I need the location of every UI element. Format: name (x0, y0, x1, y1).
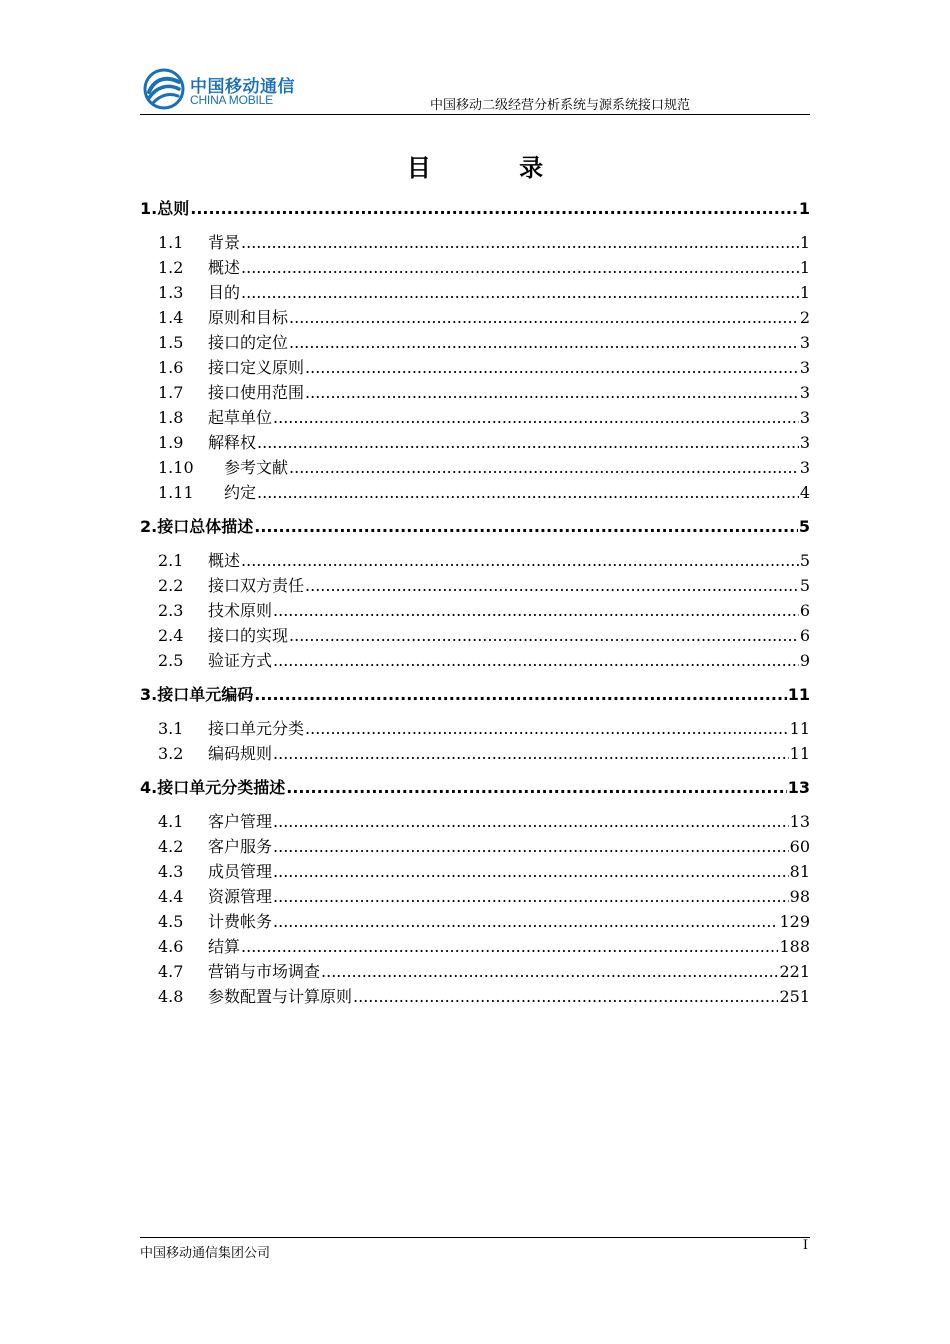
toc-leader-dots (273, 741, 789, 766)
toc-page-number: 3 (799, 458, 810, 477)
toc-entry-subsection[interactable] (140, 255, 810, 280)
toc-leader-dots (254, 514, 798, 540)
toc-leader-dots (289, 305, 799, 330)
toc-subsection-number: 4.8 (158, 987, 184, 1006)
toc-subsection-number: 1.7 (158, 383, 184, 402)
toc-entry-subsection[interactable] (140, 834, 810, 859)
toc-subsection-number: 1.9 (158, 433, 184, 452)
toc-page-number: 1 (798, 199, 810, 218)
toc-page-number: 11 (789, 744, 810, 763)
toc-page-number: 5 (799, 551, 810, 570)
toc-entry-subsection[interactable] (140, 741, 810, 766)
toc-subsection-number: 1.11 (158, 483, 194, 502)
toc-section-number: 4. (140, 778, 158, 797)
toc-subsection-label: 资源管理 (208, 887, 273, 906)
toc-entry-subsection[interactable] (140, 884, 810, 909)
toc-subsection-label: 技术原则 (208, 601, 273, 620)
toc-page-number: 3 (799, 433, 810, 452)
toc-leader-dots (286, 775, 787, 801)
toc-leader-dots (289, 623, 799, 648)
china-mobile-logo-icon (143, 68, 185, 110)
toc-subsection-number: 2.4 (158, 626, 184, 645)
toc-page-number: 11 (787, 685, 810, 704)
toc-page-number: 188 (779, 937, 810, 956)
toc-leader-dots (273, 909, 778, 934)
toc-page-number: 251 (779, 987, 810, 1006)
toc-entry-subsection[interactable] (140, 355, 810, 380)
toc-leader-dots (305, 355, 799, 380)
toc-subsection-number: 1.4 (158, 308, 184, 327)
toc-subsection-label: 接口双方责任 (208, 576, 305, 595)
toc-page-number: 6 (799, 601, 810, 620)
toc-page-number: 13 (787, 778, 810, 797)
toc-subsection-number: 1.2 (158, 258, 184, 277)
toc-page-number: 1 (799, 283, 810, 302)
toc-entry-subsection[interactable] (140, 573, 810, 598)
toc-subsection-number: 1.1 (158, 233, 184, 252)
toc-subsection-number: 1.10 (158, 458, 194, 477)
toc-title: 目 录 (406, 154, 584, 182)
toc-subsection-label: 编码规则 (208, 744, 273, 763)
toc-subsection-label: 接口的定位 (208, 333, 289, 352)
toc-subsection-number: 1.3 (158, 283, 184, 302)
toc-subsection-label: 客户服务 (208, 837, 273, 856)
toc-subsection-number: 4.3 (158, 862, 184, 881)
toc-subsection-number: 4.2 (158, 837, 184, 856)
toc-page-number: 13 (789, 812, 810, 831)
toc-entry-subsection[interactable] (140, 480, 810, 505)
toc-entry-section[interactable] (140, 682, 810, 716)
toc-page-number: 11 (789, 719, 810, 738)
toc-entry-subsection[interactable] (140, 280, 810, 305)
toc-leader-dots (273, 884, 789, 909)
toc-page-number: 1 (799, 258, 810, 277)
toc-entry-subsection[interactable] (140, 405, 810, 430)
toc-page-number: 98 (789, 887, 810, 906)
toc-entry-section[interactable] (140, 196, 810, 230)
toc-entry-subsection[interactable] (140, 330, 810, 355)
toc-page-number: 3 (799, 383, 810, 402)
toc-subsection-label: 结算 (208, 937, 241, 956)
toc-leader-dots (241, 934, 778, 959)
toc-page-number: 6 (799, 626, 810, 645)
toc-section-label: 接口总体描述 (157, 517, 254, 536)
toc-leader-dots (289, 330, 799, 355)
toc-entry-subsection[interactable] (140, 934, 810, 959)
toc-entry-subsection[interactable] (140, 548, 810, 573)
toc-page-number: 3 (799, 358, 810, 377)
toc-subsection-label: 原则和目标 (208, 308, 289, 327)
toc-entry-subsection[interactable] (140, 648, 810, 673)
toc-subsection-label: 成员管理 (208, 862, 273, 881)
toc-leader-dots (289, 455, 799, 480)
toc-subsection-label: 参考文献 (224, 458, 289, 477)
toc-section-label: 接口单元编码 (157, 685, 254, 704)
logo-en-text: CHINA MOBILE (190, 93, 273, 107)
toc-leader-dots (241, 548, 799, 573)
toc-page-number: 81 (789, 862, 810, 881)
page-footer (140, 1237, 810, 1261)
toc-subsection-number: 2.5 (158, 651, 184, 670)
toc-entry-subsection[interactable] (140, 230, 810, 255)
toc-entry-subsection[interactable] (140, 959, 810, 984)
toc-leader-dots (305, 716, 789, 741)
toc-page-number: 1 (799, 233, 810, 252)
toc-page-number: 4 (799, 483, 810, 502)
toc-subsection-number: 2.2 (158, 576, 184, 595)
toc-section-number: 3. (140, 685, 158, 704)
toc-subsection-number: 3.1 (158, 719, 184, 738)
toc-leader-dots (321, 959, 778, 984)
toc-subsection-number: 1.6 (158, 358, 184, 377)
toc-page-number: 3 (799, 408, 810, 427)
toc-subsection-number: 4.4 (158, 887, 184, 906)
toc-subsection-label: 背景 (208, 233, 241, 252)
toc-subsection-label: 营销与市场调查 (208, 962, 321, 981)
toc-subsection-number: 4.6 (158, 937, 184, 956)
toc-page-number: 5 (799, 576, 810, 595)
toc-section-number: 1. (140, 199, 158, 218)
toc-section-number: 2. (140, 517, 158, 536)
toc-subsection-number: 1.8 (158, 408, 184, 427)
toc-subsection-number: 4.1 (158, 812, 184, 831)
toc-entry-subsection[interactable] (140, 430, 810, 455)
toc-leader-dots (241, 280, 799, 305)
toc-entry-subsection[interactable] (140, 455, 810, 480)
document-title: 中国移动二级经营分析系统与源系统接口规范 (429, 98, 690, 113)
toc-leader-dots (273, 648, 799, 673)
toc-leader-dots (241, 230, 799, 255)
toc-subsection-label: 接口使用范围 (208, 383, 305, 402)
toc-subsection-label: 接口单元分类 (208, 719, 305, 738)
toc-leader-dots (305, 573, 799, 598)
toc-section-label: 接口单元分类描述 (157, 778, 286, 797)
toc-entry-subsection[interactable] (140, 380, 810, 405)
toc-page-number: 221 (779, 962, 810, 981)
toc-entry-subsection[interactable] (140, 305, 810, 330)
toc-subsection-number: 2.1 (158, 551, 184, 570)
page-header (140, 62, 810, 115)
toc-subsection-label: 客户管理 (208, 812, 273, 831)
toc-subsection-label: 起草单位 (208, 408, 273, 427)
toc-entry-subsection[interactable] (140, 716, 810, 741)
footer-page-number: I (802, 1238, 808, 1253)
toc-leader-dots (241, 255, 799, 280)
toc-leader-dots (273, 598, 799, 623)
toc-entry-subsection[interactable] (140, 809, 810, 834)
footer-company: 中国移动通信集团公司 (140, 1246, 271, 1261)
toc-leader-dots (257, 480, 799, 505)
toc-subsection-number: 1.5 (158, 333, 184, 352)
table-of-contents (140, 196, 810, 1009)
toc-subsection-label: 验证方式 (208, 651, 273, 670)
toc-entry-subsection[interactable] (140, 859, 810, 884)
toc-leader-dots (273, 405, 799, 430)
toc-page-number: 129 (779, 912, 810, 931)
toc-subsection-label: 解释权 (208, 433, 257, 452)
toc-page-number: 5 (798, 517, 810, 536)
toc-page-number: 60 (789, 837, 810, 856)
toc-subsection-label: 约定 (224, 483, 257, 502)
toc-leader-dots (273, 809, 789, 834)
toc-subsection-label: 接口的实现 (208, 626, 289, 645)
toc-page-number: 2 (799, 308, 810, 327)
toc-leader-dots (273, 859, 789, 884)
toc-subsection-label: 接口定义原则 (208, 358, 305, 377)
toc-page-number: 9 (799, 651, 810, 670)
toc-entry-section[interactable] (140, 775, 810, 809)
china-mobile-logo (140, 66, 300, 110)
toc-subsection-label: 参数配置与计算原则 (208, 987, 353, 1006)
toc-subsection-number: 3.2 (158, 744, 184, 763)
toc-subsection-number: 4.7 (158, 962, 184, 981)
toc-subsection-number: 4.5 (158, 912, 184, 931)
toc-leader-dots (254, 682, 787, 708)
toc-entry-subsection[interactable] (140, 598, 810, 623)
toc-leader-dots (305, 380, 799, 405)
toc-leader-dots (190, 196, 798, 222)
toc-subsection-number: 2.3 (158, 601, 184, 620)
toc-leader-dots (257, 430, 799, 455)
toc-entry-subsection[interactable] (140, 984, 810, 1009)
toc-entry-section[interactable] (140, 514, 810, 548)
toc-entry-subsection[interactable] (140, 909, 810, 934)
toc-subsection-label: 概述 (208, 258, 241, 277)
toc-page-number: 3 (799, 333, 810, 352)
logo-cn-text: 中国移动通信 (190, 77, 295, 97)
toc-entry-subsection[interactable] (140, 623, 810, 648)
toc-subsection-label: 计费帐务 (208, 912, 273, 931)
toc-section-label: 总则 (157, 199, 190, 218)
toc-subsection-label: 概述 (208, 551, 241, 570)
toc-leader-dots (273, 834, 789, 859)
toc-subsection-label: 目的 (208, 283, 241, 302)
toc-leader-dots (353, 984, 778, 1009)
